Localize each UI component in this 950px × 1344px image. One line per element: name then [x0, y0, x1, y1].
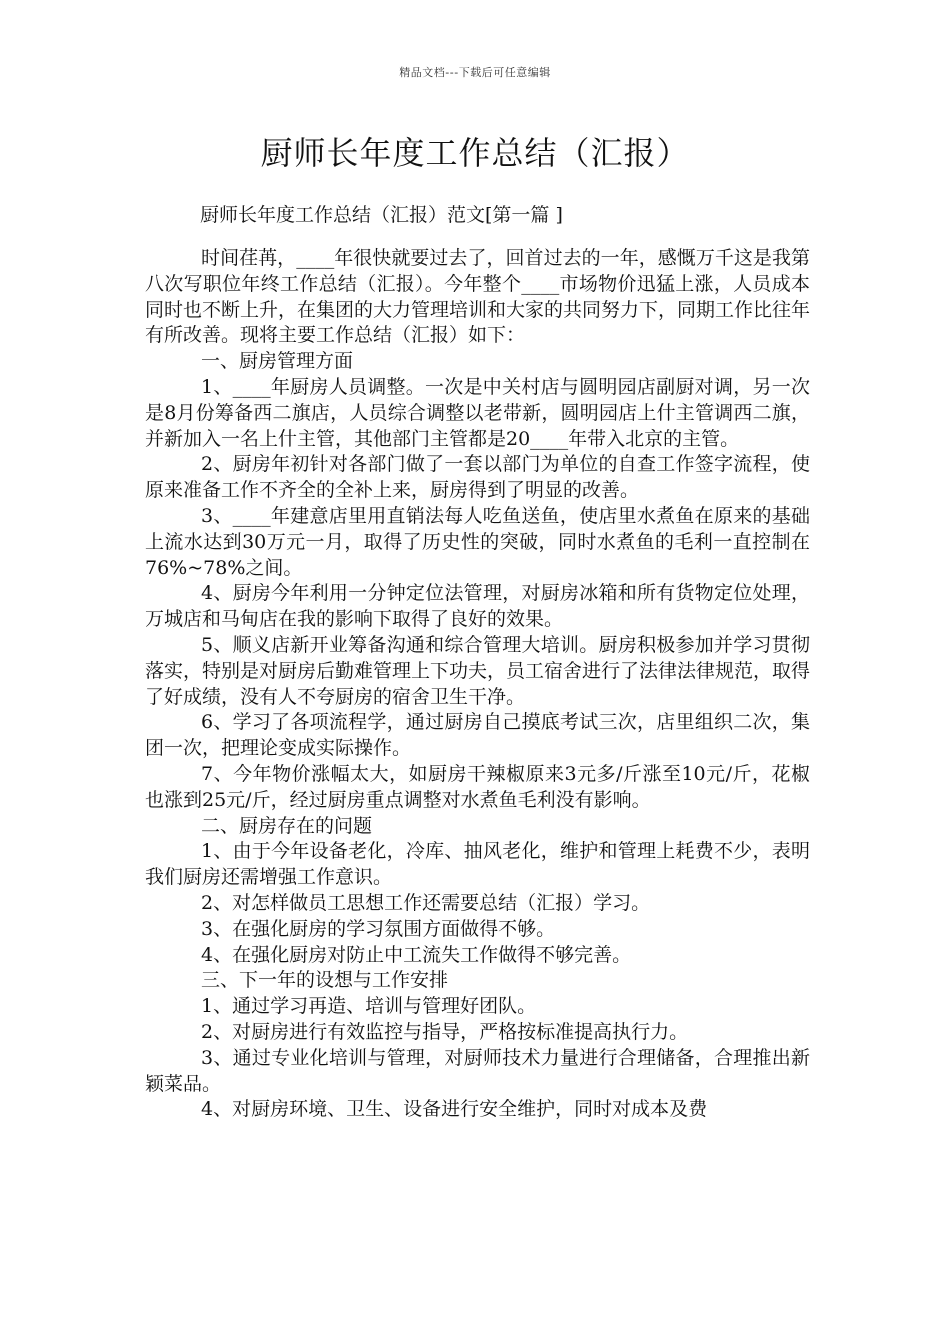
body-paragraph: 1、____年厨房人员调整。一次是中关村店与圆明园店副厨对调，另一次是8月份筹备西二旗店，人员综合调整以老带新，圆明园店上什主管调西二旗，并新加入一名上什主管，其他部门主管都是20____年带入北京的主管。: [145, 375, 810, 450]
section-heading-3: 三、下一年的设想与工作安排: [201, 969, 449, 992]
body-paragraph: 3、____年建意店里用直销法每人吃鱼送鱼，使店里水煮鱼在原来的基础上流水达到30万元一月，取得了历史性的突破，同时水煮鱼的毛利一直控制在76%~78%之间。: [145, 504, 810, 579]
document-subtitle: 厨师长年度工作总结（汇报）范文[第一篇 ]: [200, 204, 563, 226]
body-paragraph: 2、厨房年初针对各部门做了一套以部门为单位的自查工作签字流程，使原来准备工作不齐全的全补上来，厨房得到了明显的改善。: [145, 453, 810, 502]
body-paragraph: 3、在强化厨房的学习氛围方面做得不够。: [201, 917, 556, 940]
body-paragraph: 4、对厨房环境、卫生、设备进行安全维护，同时对成本及费: [201, 1098, 708, 1121]
body-paragraph: 6、学习了各项流程学，通过厨房自己摸底考试三次，店里组织二次，集团一次，把理论变成实际操作。: [145, 711, 810, 760]
body-paragraph: 7、今年物价涨幅太大，如厨房干辣椒原来3元多/斤涨至10元/斤，花椒也涨到25元/斤，经过厨房重点调整对水煮鱼毛利没有影响。: [145, 762, 810, 811]
body-paragraph: 4、厨房今年利用一分钟定位法管理，对厨房冰箱和所有货物定位处理，万城店和马甸店在我的影响下取得了良好的效果。: [145, 582, 810, 631]
section-heading-1: 一、厨房管理方面: [201, 350, 354, 373]
document-body: [145, 246, 810, 1123]
body-paragraph: 4、在强化厨房对防止中工流失工作做得不够完善。: [201, 943, 632, 966]
body-paragraph: 5、顺义店新开业筹备沟通和综合管理大培训。厨房积极参加并学习贯彻落实，特别是对厨房后勤难管理上下功夫，员工宿舍进行了法律法律规范，取得了好成绩，没有人不夸厨房的宿舍卫生干净。: [145, 633, 811, 708]
section-heading-2: 二、厨房存在的问题: [201, 814, 373, 837]
document-title: 厨师长年度工作总结（汇报）: [260, 134, 690, 172]
intro-paragraph: 时间荏苒，____年很快就要过去了，回首过去的一年，感慨万千这是我第八次写职位年终工作总结（汇报）。今年整个____市场物价迅猛上涨，人员成本同时也不断上升，在集团的大力管理培训和大家的共同努力下，同期工作比往年有所改善。现将主要工作总结（汇报）如下：: [145, 247, 811, 347]
page-header-note: 精品文档---下载后可任意编辑: [399, 66, 551, 79]
body-paragraph: 1、由于今年设备老化，冷库、抽风老化，维护和管理上耗费不少，表明我们厨房还需增强工作意识。: [145, 840, 810, 889]
body-paragraph: 2、对怎样做员工思想工作还需要总结（汇报）学习。: [201, 891, 651, 914]
body-paragraph: 2、对厨房进行有效监控与指导，严格按标准提高执行力。: [201, 1020, 689, 1043]
body-paragraph: 1、通过学习再造、培训与管理好团队。: [201, 995, 537, 1018]
body-paragraph: 3、通过专业化培训与管理，对厨师技术力量进行合理储备，合理推出新颖菜品。: [145, 1046, 810, 1095]
